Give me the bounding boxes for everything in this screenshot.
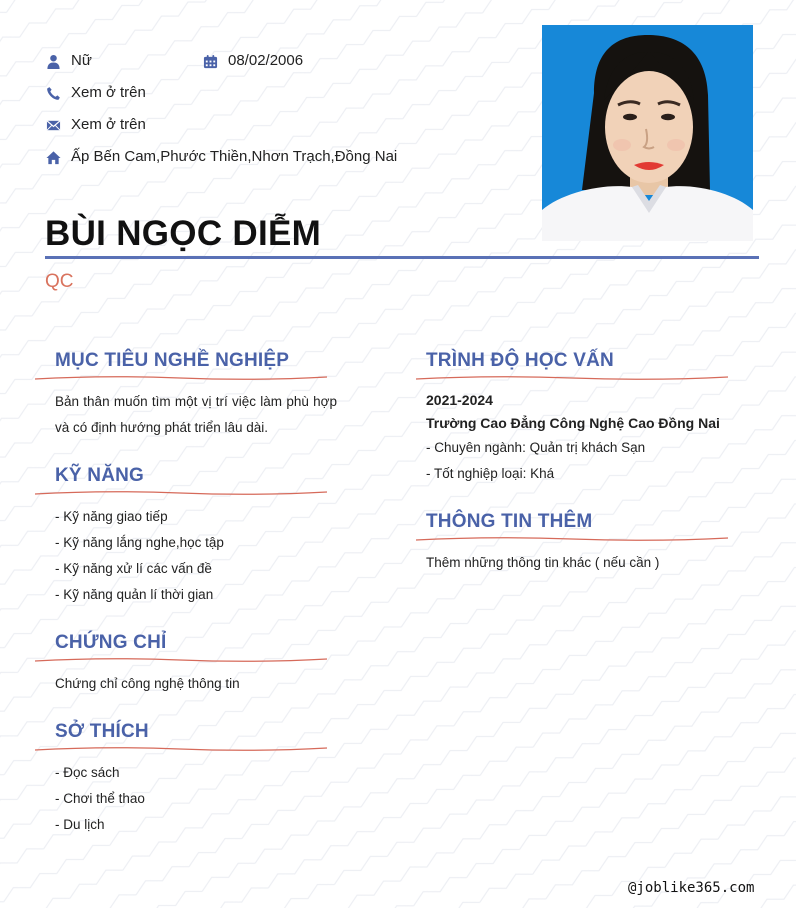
job-position: QC [45,271,74,292]
email-row [45,116,146,134]
education-major: - Chuyên ngành: Quản trị khách Sạn [426,440,646,455]
extra-info-wave-line [416,534,728,544]
hobby-item: - Đọc sách [55,765,120,780]
skill-item: - Kỹ năng quản lí thời gian [55,587,214,602]
full-name: BÙI NGỌC DIỄM [45,214,322,253]
objective-text: Bản thân muốn tìm một vị trí việc làm phù hợp và có định hướng phát triển lâu dài. [55,394,337,435]
address-row [45,148,397,166]
hobby-item: - Chơi thể thao [55,791,145,806]
certificates-wave-line [35,655,327,665]
name-divider [45,256,759,259]
objective-wave-line [35,373,327,383]
skills-heading: KỸ NĂNG [55,465,145,486]
profile-photo [542,25,753,241]
address-text: Ấp Bến Cam,Phước Thiền,Nhơn Trạch,Đồng Nai [71,148,398,165]
hobbies-wave-line [35,744,327,754]
skill-item: - Kỹ năng xử lí các vấn đề [55,561,212,576]
envelope-icon [45,117,61,133]
extra-info-text: Thêm những thông tin khác ( nếu cần ) [426,555,660,570]
birthday-row [202,52,303,70]
objective-heading: MỤC TIÊU NGHỀ NGHIỆP [55,350,290,371]
education-period: 2021-2024 [426,392,493,408]
certificates-heading: CHỨNG CHỈ [55,632,167,653]
phone-row [45,84,146,102]
education-grade: - Tốt nghiệp loại: Khá [426,466,555,481]
gender-text: Nữ [71,52,92,69]
extra-info-heading: THÔNG TIN THÊM [426,511,593,532]
education-school: Trường Cao Đẳng Công Nghệ Cao Đồng Nai [426,415,720,431]
hobbies-heading: SỞ THÍCH [55,721,149,742]
watermark: @joblike365.com [628,880,755,896]
education-wave-line [416,373,728,383]
home-icon [45,149,61,165]
skills-wave-line [35,488,327,498]
email-text: Xem ở trên [71,116,146,133]
phone-icon [45,85,61,101]
birthday-text: 08/02/2006 [228,52,304,69]
skill-item: - Kỹ năng giao tiếp [55,509,168,524]
phone-text: Xem ở trên [71,84,146,101]
skill-item: - Kỹ năng lắng nghe,học tập [55,535,224,550]
user-icon [45,53,61,69]
education-heading: TRÌNH ĐỘ HỌC VẤN [426,350,614,371]
certificate-text: Chứng chỉ công nghệ thông tin [55,676,240,691]
calendar-icon [202,53,218,69]
hobby-item: - Du lịch [55,817,105,832]
gender-row [45,52,92,70]
